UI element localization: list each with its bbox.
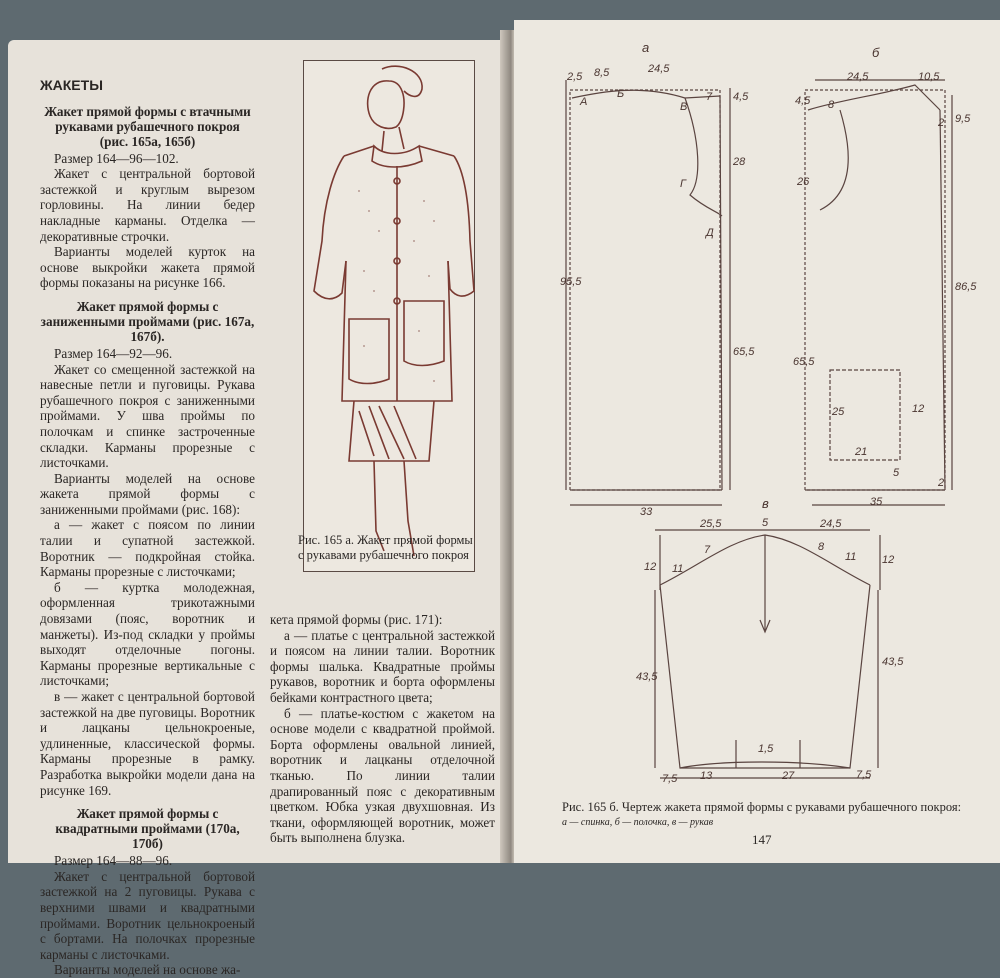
back-point-v: В — [680, 101, 688, 113]
section-title: ЖАКЕТЫ — [40, 77, 103, 93]
paragraph: Жакет с центральной бортовой застежкой и круглым вырезом горловины. На линии бедер накладные карманы. Отделка — декоративные строчки. — [40, 166, 255, 244]
front-pocket-bottom: 5 — [893, 467, 900, 479]
paragraph: б — куртка молодежная, оформленная трикотажными довязами (пояс, воротник и манжеты). Из-под складки у проймы выходят отделочные погоны. Карманы прорезные вертикальные с листочками; — [40, 579, 255, 689]
sleeve-dim-12-left: 12 — [644, 561, 657, 573]
figure-165b-title: Рис. 165 б. Чертеж жакета прямой формы с рукавами рубашечного покроя: — [562, 800, 962, 814]
left-text-column — [40, 78, 255, 978]
panel-label-a: а — [642, 40, 650, 55]
right-page — [514, 20, 1000, 863]
sleeve-dim-12-right: 12 — [882, 554, 895, 566]
front-dim-35: 35 — [870, 496, 883, 508]
pattern-drawing — [514, 20, 1000, 863]
article-column-1 — [40, 104, 255, 978]
figure-165a-illustration — [303, 60, 475, 572]
paragraph: Размер 164—96—102. — [54, 150, 179, 166]
back-point-b: Б — [617, 88, 625, 100]
sleeve-dim-8: 8 — [818, 541, 825, 553]
paragraph: Варианты моделей на основе жа- — [54, 962, 241, 978]
sleeve-dim-43-5-left: 43,5 — [636, 671, 658, 683]
front-point-2-bottom: 2 — [938, 477, 945, 489]
figure-165a-caption: Рис. 165 а. Жакет прямой формы с рукавами рубашечного покроя — [298, 533, 473, 562]
sleeve-dim-7-5-left: 7,5 — [662, 773, 678, 785]
front-dim-9-5: 9,5 — [955, 113, 971, 125]
back-point-a: А — [580, 96, 588, 108]
front-dim-24-5: 24,5 — [847, 71, 869, 83]
article-heading: Жакет прямой формы с втачными рукавами рубашечного покроя (рис. 165а, 165б) — [44, 103, 251, 149]
sleeve-dim-27: 27 — [782, 770, 795, 782]
sleeve-dim-1-5: 1,5 — [758, 743, 774, 755]
front-dim-65-5: 65,5 — [793, 356, 815, 368]
sleeve-dim-43-5-right: 43,5 — [882, 656, 904, 668]
left-page — [8, 40, 510, 978]
front-pocket-right: 12 — [912, 403, 925, 415]
back-dim-95-5: 95,5 — [560, 276, 582, 288]
back-dim-33: 33 — [640, 506, 653, 518]
front-point-8: 8 — [828, 99, 835, 111]
back-dim-4-5: 4,5 — [733, 91, 749, 103]
back-point-7: 7 — [706, 91, 713, 103]
panel-label-v: в — [762, 496, 769, 511]
figure-165b-legend: а — спинка, б — полочка, в — рукав — [562, 817, 714, 828]
paragraph: а — жакет с поясом по линии талии и супатной застежкой. Воротник — подкройная стойка. Карманы прорезные с листочками; — [40, 517, 255, 580]
paragraph: Варианты моделей на основе жакета прямой формы с заниженными проймами (рис. 168): — [40, 470, 255, 517]
back-dim-24-5: 24,5 — [648, 63, 670, 75]
back-dim-28: 28 — [733, 156, 746, 168]
sleeve-dim-13: 13 — [700, 770, 713, 782]
sleeve-dim-7: 7 — [704, 544, 711, 556]
article-heading: Жакет прямой формы с заниженными проймами (рис. 167а, 167б). — [40, 298, 255, 344]
paragraph: а — платье с центральной застежкой и поясом на линии талии. Воротник формы шалька. Квадратные проймы рукавов, воротник и борта оформлены бейками контрастного цвета; — [270, 627, 495, 705]
left-text-column-2 — [270, 612, 495, 846]
figure-165b-caption — [562, 800, 992, 830]
sleeve-dim-11-left: 11 — [672, 563, 684, 575]
back-dim-65-5: 65,5 — [733, 346, 755, 358]
page-number: 147 — [752, 832, 772, 847]
paragraph: в — жакет с центральной бортовой застежкой на две пуговицы. Воротник и лацканы цельнокроеные, удлиненные, классической формы. Карманы прорезные в рамку. Разработка выкройки модели дана на рисунке 169. — [40, 689, 255, 798]
back-dim-2-5: 2,5 — [567, 71, 583, 83]
sleeve-dim-24-5: 24,5 — [820, 518, 842, 530]
paragraph: б — платье-костюм с жакетом на основе модели с квадратной проймой. Борта оформлены овальной линией, воротник и лацканы отделочной тканью. По линии талии драпированный пояс с декоративным цветком. Юбка узкая двухшовная. Из ткани, оформляющей воротник, может быть выполнена блузка. — [270, 705, 495, 846]
paragraph: Размер 164—92—96. — [54, 345, 173, 361]
paragraph: кета прямой формы (рис. 171): — [270, 612, 443, 627]
paragraph: Варианты моделей курток на основе выкройки жакета прямой формы показаны на рисунке 166. — [40, 244, 255, 291]
paragraph: Жакет с центральной бортовой застежкой на 2 пуговицы. Рукава с верхними швами и квадратными проймами. Воротник цельнокроеный с бортами. На полочках прорезные карманы с листочками. — [40, 868, 255, 962]
back-point-d: Д — [706, 227, 714, 239]
front-pocket-height: 25 — [832, 406, 845, 418]
front-pocket-width: 21 — [855, 446, 868, 458]
sleeve-dim-5: 5 — [762, 517, 769, 529]
front-dim-86-5: 86,5 — [955, 281, 977, 293]
paragraph: Жакет со смещенной застежкой на навесные петли и пуговицы. Рукава рубашечного покроя с заниженными проймами. У шва проймы по полочкам и спинке застроченные складки. Карманы прорезные с листочками. — [40, 361, 255, 471]
front-dim-26: 26 — [797, 176, 810, 188]
sleeve-dim-25-5: 25,5 — [700, 518, 722, 530]
paragraph: Размер 164—88—96. — [54, 853, 173, 869]
back-point-g: Г — [680, 178, 686, 190]
back-dim-8-5: 8,5 — [594, 67, 610, 79]
panel-label-b: б — [872, 45, 880, 60]
front-point-2: 2 — [938, 117, 945, 129]
front-dim-10-5: 10,5 — [918, 71, 940, 83]
article-heading: Жакет прямой формы с квадратными проймами (170а, 170б) — [55, 806, 240, 852]
front-dim-4-5: 4,5 — [795, 95, 811, 107]
article-column-2 — [270, 612, 495, 846]
sleeve-dim-11-right: 11 — [845, 551, 857, 563]
sleeve-dim-7-5-right: 7,5 — [856, 769, 872, 781]
jacket-sketch — [304, 61, 474, 571]
